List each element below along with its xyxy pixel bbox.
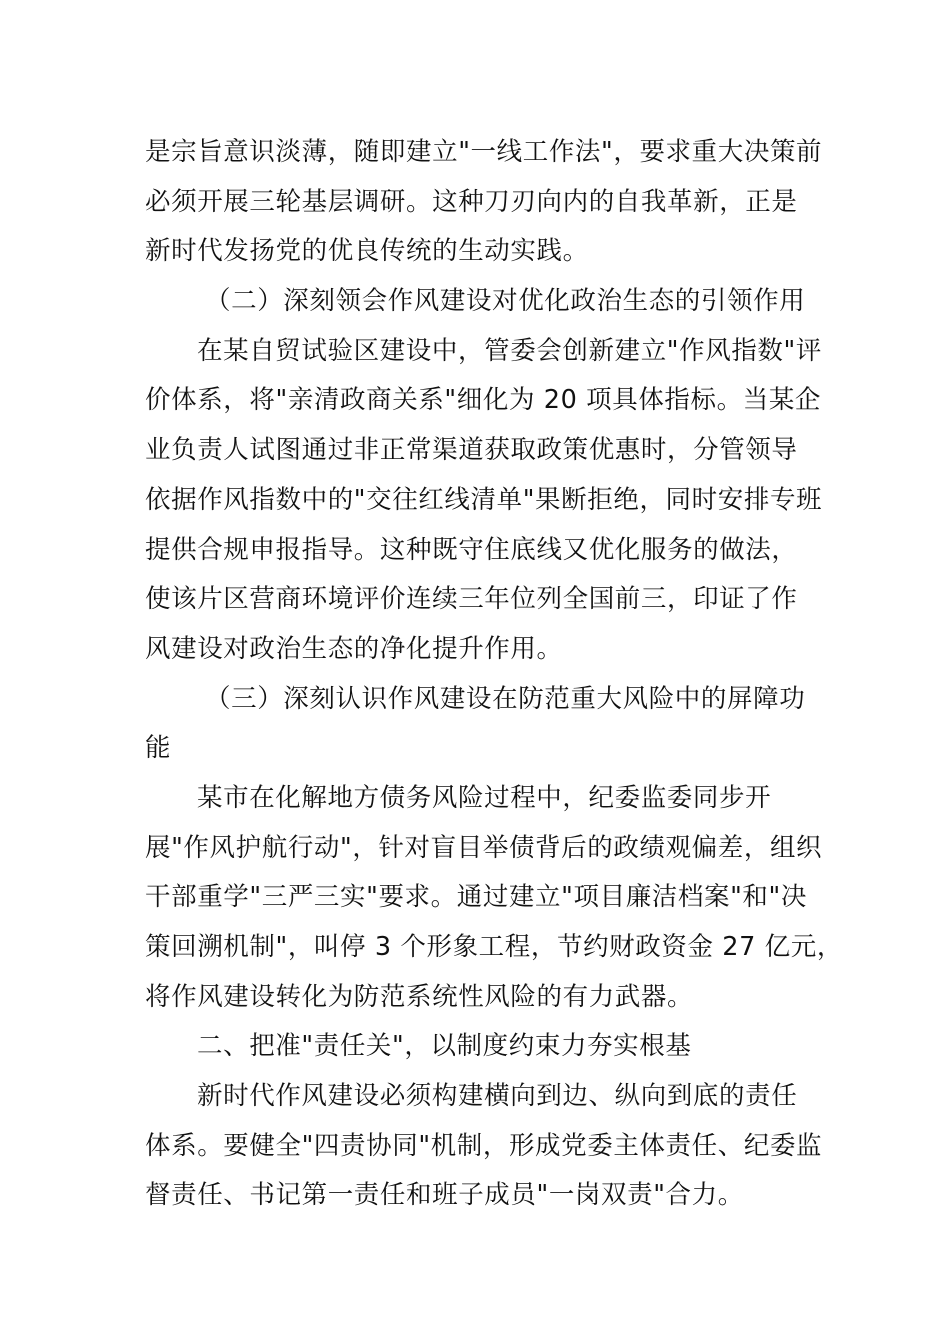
paragraph-line: 是宗旨意识淡薄，随即建立"一线工作法"，要求重大决策前 [145,137,823,167]
paragraph-line: 使该片区营商环境评价连续三年位列全国前三，印证了作 [145,584,798,615]
section-heading: （三）深刻认识作风建设在防范重大风险中的屏障功 [205,683,806,714]
section-heading-continuation: 能 [145,733,172,764]
paragraph-line: 提供合规申报指导。这种既守住底线又优化服务的做法， [145,534,798,565]
paragraph-line: 新时代作风建设必须构建横向到边、纵向到底的责任 [197,1081,798,1112]
paragraph-line: 某市在化解地方债务风险过程中，纪委监委同步开 [197,782,772,813]
paragraph-line: 在某自贸试验区建设中，管委会创新建立"作风指数"评 [197,335,822,366]
section-heading: 二、把准"责任关"，以制度约束力夯实根基 [197,1031,692,1062]
paragraph-line: 体系。要健全"四责协同"机制，形成党委主体责任、纪委监 [145,1130,823,1161]
paragraph-line: 业负责人试图通过非正常渠道获取政策优惠时，分管领导 [145,435,798,466]
paragraph-line: 依据作风指数中的"交往红线清单"果断拒绝，同时安排专班 [145,484,823,515]
body-text [145,128,845,1221]
paragraph-line: 必须开展三轮基层调研。这种刀刃向内的自我革新，正是 [145,186,798,217]
paragraph-line: 策回溯机制"，叫停 3 个形象工程，节约财政资金 27 亿元， [145,932,843,962]
paragraph-line: 风建设对政治生态的净化提升作用。 [145,633,563,664]
paragraph-line: 展"作风护航行动"，针对盲目举债背后的政绩观偏差，组织 [145,832,823,863]
paragraph-line: 价体系，将"亲清政商关系"细化为 20 项具体指标。当某企 [145,385,822,416]
section-heading: （二）深刻领会作风建设对优化政治生态的引领作用 [205,286,806,317]
paragraph-line: 督责任、书记第一责任和班子成员"一岗双责"合力。 [145,1180,744,1211]
paragraph-line: 将作风建设转化为防范系统性风险的有力武器。 [145,981,694,1012]
paragraph-line: 新时代发扬党的优良传统的生动实践。 [145,236,589,267]
paragraph-line: 干部重学"三严三实"要求。通过建立"项目廉洁档案"和"决 [145,882,807,913]
